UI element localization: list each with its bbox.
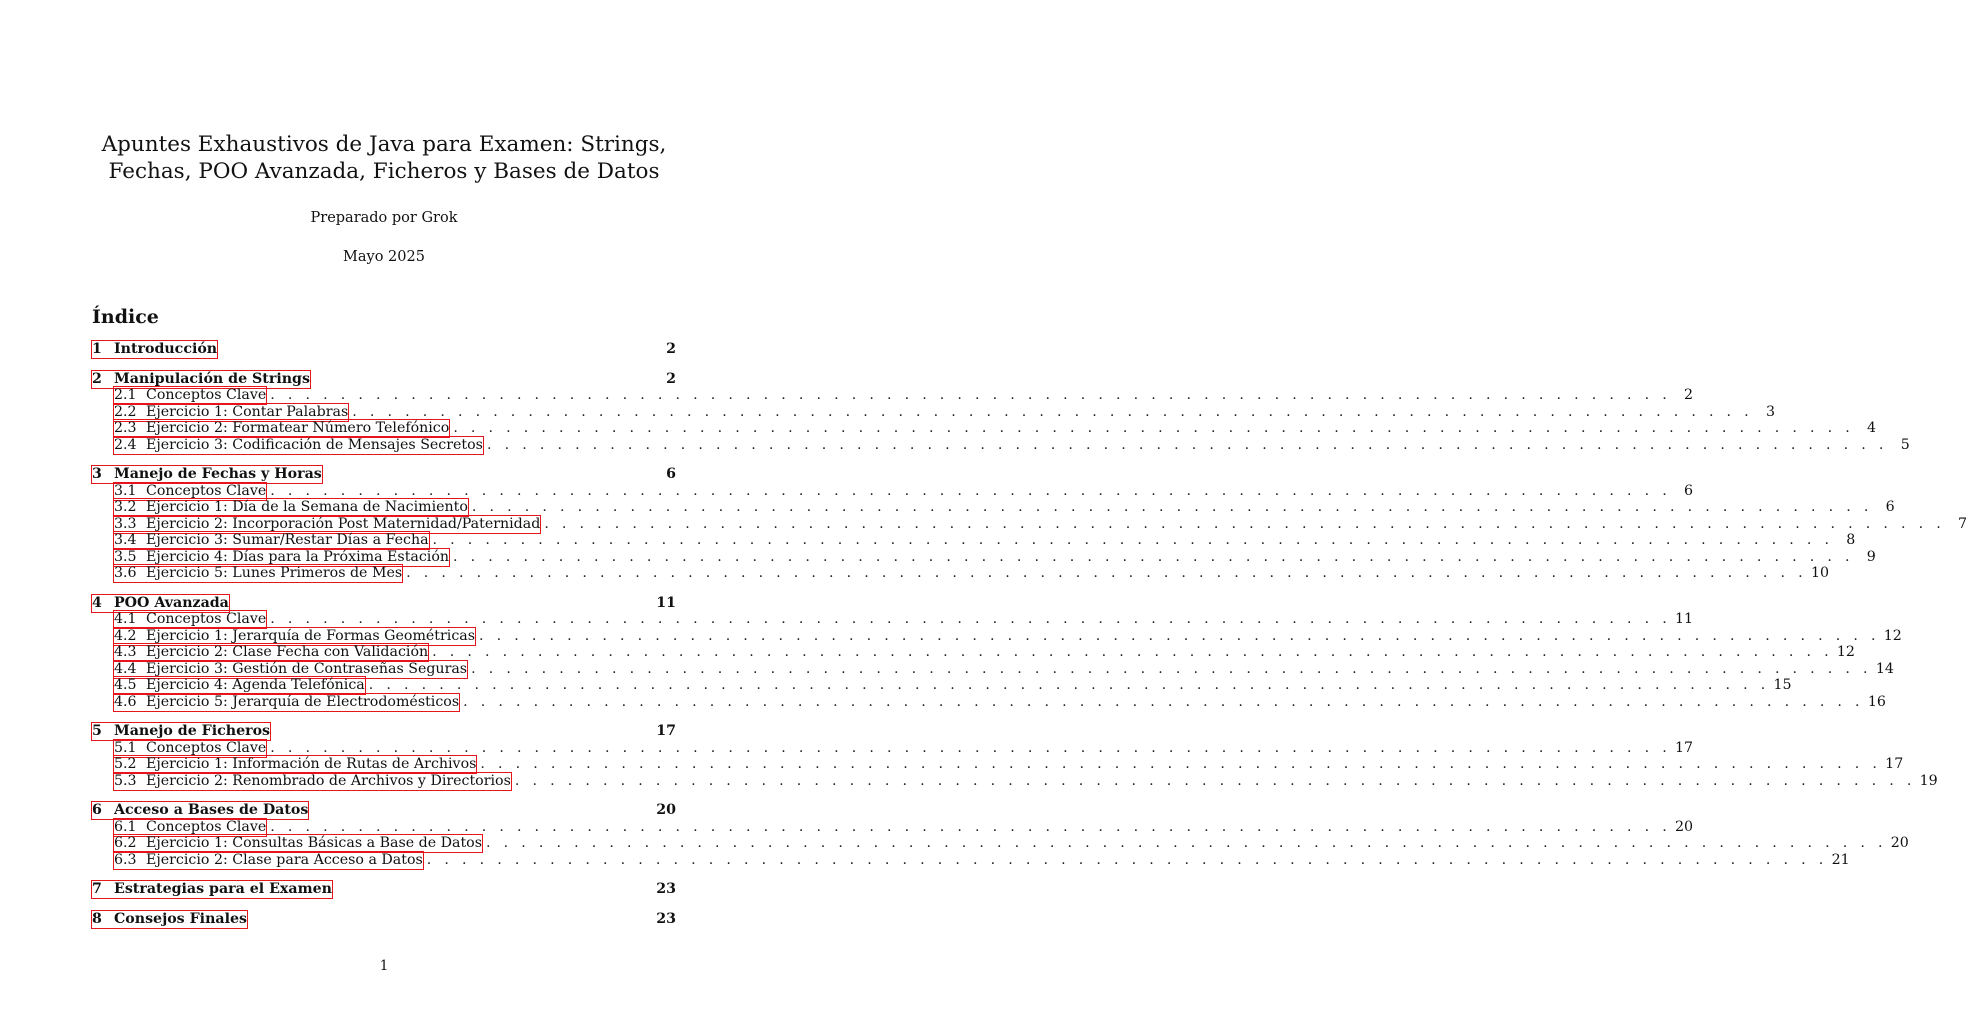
toc-entry-number: 3 <box>92 466 102 482</box>
toc-subsection-row <box>114 644 1855 661</box>
toc-entry-page: 20 <box>1675 818 1694 835</box>
toc-link-4-6[interactable] <box>114 694 459 711</box>
toc-subsection-row <box>114 739 1694 757</box>
toc-entry-title: Consejos Finales <box>114 910 247 927</box>
toc-entry-number: 8 <box>92 910 102 927</box>
toc-entry-title: Ejercicio 4: Días para la Próxima Estación <box>146 548 450 565</box>
toc-entry-page: 14 <box>1875 660 1894 677</box>
toc-section-row <box>92 723 676 740</box>
toc-entry-page: 4 <box>1867 420 1877 436</box>
toc-entry-title: Ejercicio 3: Sumar/Restar Días a Fecha <box>146 532 429 548</box>
toc-subsection-row <box>114 772 1938 790</box>
toc-dot-leader: . . . . . . . . . . . . . . . . . . . . . . . . . . . . . . . . . . . . . . . . . . . . . . . . . . . . . . . . . . . . . . . . . . . . . . . . . . . . . . . . <box>514 772 1916 789</box>
toc-entry-number: 7 <box>92 881 102 897</box>
toc-entry-page: 20 <box>656 802 676 818</box>
toc-dot-leader: . . . . . . . . . . . . . . . . . . . . . . . . . . . . . . . . . . . . . . . . . . . . . . . . . . . . . . . . . . . . . . . . . . . . . . . . . . . . . . . . <box>270 387 1672 403</box>
toc-subsection-row <box>114 835 1909 852</box>
toc-dot-leader: . . . . . . . . . . . . . . . . . . . . . . . . . . . . . . . . . . . . . . . . . . . . . . . . . . . . . . . . . . . . . . . . . . . . . . . . . . . . . . . . <box>270 818 1672 835</box>
toc-entry-page: 8 <box>1846 532 1856 548</box>
toc-entry-page: 2 <box>1684 387 1694 403</box>
document-title-line-1: Apuntes Exhaustivos de Java para Examen: Strings, <box>101 132 667 157</box>
toc-link-5-3[interactable] <box>114 773 511 790</box>
toc-subsection-row <box>114 818 1694 836</box>
toc-entry-page: 17 <box>1885 756 1904 772</box>
toc-entry-number: 1 <box>92 341 102 357</box>
toc-entry-title: Ejercicio 2: Clase para Acceso a Datos <box>146 851 423 868</box>
toc-link-3-3[interactable] <box>114 516 540 533</box>
toc-entry-page: 17 <box>656 723 676 739</box>
toc-link-4-2[interactable] <box>114 628 475 645</box>
toc-dot-leader: . . . . . . . . . . . . . . . . . . . . . . . . . . . . . . . . . . . . . . . . . . . . . . . . . . . . . . . . . . . . . . . . . . . . . . . . . . . . . . . . <box>270 611 1672 627</box>
toc-entry-page: 3 <box>1765 403 1775 420</box>
toc-entry-number: 2 <box>92 370 102 387</box>
toc-subsection-row <box>114 627 1902 645</box>
toc-entry-number: 2.2 <box>114 403 137 420</box>
toc-entry-page: 12 <box>1836 644 1855 660</box>
toc-link-3[interactable] <box>92 466 322 483</box>
toc-entry-number: 2.4 <box>114 436 137 453</box>
toc-entry-title: Acceso a Bases de Datos <box>114 802 309 818</box>
toc-entry-page: 2 <box>666 341 676 357</box>
page-number: 1 <box>379 958 389 974</box>
toc-subsection-row <box>114 532 1856 549</box>
document-date: Mayo 2025 <box>343 249 425 265</box>
toc-section-row <box>92 911 676 928</box>
toc-link-3-6[interactable] <box>114 565 402 582</box>
toc-entry-title: Manipulación de Strings <box>114 370 310 387</box>
toc-dot-leader: . . . . . . . . . . . . . . . . . . . . . . . . . . . . . . . . . . . . . . . . . . . . . . . . . . . . . . . . . . . . . . . . . . . . . . . . . . . . . . . . <box>471 660 1872 677</box>
toc-entry-page: 20 <box>1890 835 1909 851</box>
toc-dot-leader: . . . . . . . . . . . . . . . . . . . . . . . . . . . . . . . . . . . . . . . . . . . . . . . . . . . . . . . . . . . . . . . . . . . . . . . . . . . . . . . . <box>453 420 1855 436</box>
toc-subsection-row <box>114 756 1904 773</box>
toc-dot-leader: . . . . . . . . . . . . . . . . . . . . . . . . . . . . . . . . . . . . . . . . . . . . . . . . . . . . . . . . . . . . . . . . . . . . . . . . . . . . . . . . <box>270 739 1672 756</box>
toc-link-5[interactable] <box>92 723 270 740</box>
toc-entry-title: Introducción <box>114 341 218 357</box>
toc-link-4-4[interactable] <box>114 661 467 678</box>
toc-entry-number: 3.2 <box>114 499 137 515</box>
toc-section-row <box>92 341 676 358</box>
toc-entry-title: POO Avanzada <box>114 594 229 611</box>
toc-entry-page: 2 <box>666 370 676 387</box>
toc-subsection-row <box>114 482 1694 500</box>
toc-entry-page: 11 <box>1675 611 1694 627</box>
toc-subsection-row <box>114 660 1894 678</box>
toc-subsection-row <box>114 387 1694 404</box>
toc-subsection-row <box>114 403 1775 421</box>
toc-entry-title: Ejercicio 2: Renombrado de Archivos y Directorios <box>146 772 511 789</box>
toc-entry-title: Manejo de Ficheros <box>114 723 271 739</box>
toc-link-2[interactable] <box>92 371 310 388</box>
toc-dot-leader: . . . . . . . . . . . . . . . . . . . . . . . . . . . . . . . . . . . . . . . . . . . . . . . . . . . . . . . . . . . . . . . . . . . . . . . . . . . . . . . . <box>352 403 1753 420</box>
toc-subsection-row <box>114 436 1910 454</box>
toc-entry-number: 4.4 <box>114 660 137 677</box>
toc-link-6-3[interactable] <box>114 852 423 869</box>
toc-entry-title: Ejercicio 4: Agenda Telefónica <box>146 677 365 693</box>
toc-entry-number: 5.2 <box>114 756 137 772</box>
toc-subsection-row <box>114 499 1895 516</box>
toc-dot-leader: . . . . . . . . . . . . . . . . . . . . . . . . . . . . . . . . . . . . . . . . . . . . . . . . . . . . . . . . . . . . . . . . . . . . . . . . . . . . . . . . <box>432 644 1833 660</box>
toc-entry-title: Conceptos Clave <box>146 482 267 499</box>
toc-link-2-1[interactable] <box>114 387 266 404</box>
toc-entry-title: Ejercicio 1: Jerarquía de Formas Geométricas <box>146 627 476 644</box>
toc-entry-page: 15 <box>1773 677 1792 693</box>
toc-entry-title: Estrategias para el Examen <box>114 881 332 897</box>
toc-link-4-3[interactable] <box>114 644 428 661</box>
document-author: Preparado por Grok <box>310 210 458 226</box>
toc-entry-title: Conceptos Clave <box>146 739 267 756</box>
toc-entry-page: 6 <box>666 466 676 482</box>
toc-entry-title: Ejercicio 3: Gestión de Contraseñas Seguras <box>146 660 468 677</box>
toc-dot-leader: . . . . . . . . . . . . . . . . . . . . . . . . . . . . . . . . . . . . . . . . . . . . . . . . . . . . . . . . . . . . . . . . . . . . . . . . . . . . . . . . <box>471 499 1873 515</box>
toc-entry-number: 4 <box>92 594 102 611</box>
toc-link-3-1[interactable] <box>114 483 266 500</box>
toc-dot-leader: . . . . . . . . . . . . . . . . . . . . . . . . . . . . . . . . . . . . . . . . . . . . . . . . . . . . . . . . . . . . . . . . . . . . . . . . . . . . . . . . <box>270 482 1672 499</box>
toc-entry-title: Ejercicio 1: Contar Palabras <box>146 403 349 420</box>
toc-entry-number: 6.3 <box>114 851 137 868</box>
toc-entry-title: Manejo de Fechas y Horas <box>114 466 322 482</box>
toc-entry-number: 4.3 <box>114 644 137 660</box>
toc-link-2-2[interactable] <box>114 404 348 421</box>
toc-subsection-row <box>114 548 1876 566</box>
toc-subsection-row <box>114 677 1792 694</box>
toc-entry-page: 23 <box>656 910 676 927</box>
toc-link-2-3[interactable] <box>114 420 449 437</box>
toc-entry-number: 6.1 <box>114 818 137 835</box>
toc-entry-number: 6.2 <box>114 835 137 851</box>
toc-entry-title: Ejercicio 3: Codificación de Mensajes Secretos <box>146 436 483 453</box>
toc-link-3-2[interactable] <box>114 499 468 516</box>
toc-entry-number: 5 <box>92 723 102 739</box>
toc-dot-leader: . . . . . . . . . . . . . . . . . . . . . . . . . . . . . . . . . . . . . . . . . . . . . . . . . . . . . . . . . . . . . . . . . . . . . . . . . . . . . . . . <box>544 515 1946 532</box>
toc-entry-number: 3.3 <box>114 515 137 532</box>
toc-entry-number: 4.2 <box>114 627 137 644</box>
toc-dot-leader: . . . . . . . . . . . . . . . . . . . . . . . . . . . . . . . . . . . . . . . . . . . . . . . . . . . . . . . . . . . . . . . . . . . . . . . . . . . . . . . . <box>463 693 1864 710</box>
toc-entry-page: 6 <box>1885 499 1895 515</box>
toc-link-1[interactable] <box>92 341 217 358</box>
toc-entry-number: 3.5 <box>114 548 137 565</box>
toc-entry-page: 23 <box>656 881 676 897</box>
toc-entry-page: 16 <box>1867 693 1886 710</box>
toc-entry-number: 3.4 <box>114 532 137 548</box>
toc-dot-leader: . . . . . . . . . . . . . . . . . . . . . . . . . . . . . . . . . . . . . . . . . . . . . . . . . . . . . . . . . . . . . . . . . . . . . . . . . . . . . . . . <box>406 565 1807 581</box>
toc-link-2-4[interactable] <box>114 437 483 454</box>
toc-entry-page: 17 <box>1675 739 1694 756</box>
toc-entry-title: Ejercicio 1: Día de la Semana de Nacimiento <box>146 499 468 515</box>
toc-dot-leader: . . . . . . . . . . . . . . . . . . . . . . . . . . . . . . . . . . . . . . . . . . . . . . . . . . . . . . . . . . . . . . . . . . . . . . . . . . . . . . . . <box>368 677 1770 693</box>
toc-link-8[interactable] <box>92 911 247 928</box>
toc-entry-page: 12 <box>1883 627 1902 644</box>
toc-section-row <box>92 595 676 612</box>
toc-link-6[interactable] <box>92 802 308 819</box>
document-title-line-2: Fechas, POO Avanzada, Ficheros y Bases de Datos <box>108 159 660 184</box>
toc-entry-page: 6 <box>1684 482 1694 499</box>
toc-entry-title: Conceptos Clave <box>146 818 267 835</box>
toc-entry-page: 5 <box>1900 436 1910 453</box>
toc-section-row <box>92 802 676 819</box>
toc-link-4-5[interactable] <box>114 677 365 694</box>
toc-subsection-row <box>114 565 1829 582</box>
toc-entry-page: 21 <box>1831 851 1850 868</box>
toc-entry-number: 2.3 <box>114 420 137 436</box>
toc-heading: Índice <box>92 306 159 328</box>
toc-link-4[interactable] <box>92 595 229 612</box>
toc-subsection-row <box>114 851 1850 869</box>
toc-link-4-1[interactable] <box>114 611 266 628</box>
toc-section-row <box>92 466 676 483</box>
toc-entry-title: Ejercicio 2: Incorporación Post Maternidad/Paternidad <box>146 515 541 532</box>
toc-entry-number: 4.1 <box>114 611 137 627</box>
toc-link-5-2[interactable] <box>114 756 476 773</box>
toc-entry-title: Conceptos Clave <box>146 611 267 627</box>
toc-dot-leader: . . . . . . . . . . . . . . . . . . . . . . . . . . . . . . . . . . . . . . . . . . . . . . . . . . . . . . . . . . . . . . . . . . . . . . . . . . . . . . . . <box>480 756 1882 772</box>
toc-subsection-row <box>114 515 1967 533</box>
toc-entry-number: 2.1 <box>114 387 137 403</box>
toc-dot-leader: . . . . . . . . . . . . . . . . . . . . . . . . . . . . . . . . . . . . . . . . . . . . . . . . . . . . . . . . . . . . . . . . . . . . . . . . . . . . . . . . <box>432 532 1834 548</box>
toc-entry-number: 4.5 <box>114 677 137 693</box>
document-title <box>0 131 768 185</box>
toc-entry-title: Ejercicio 2: Clase Fecha con Validación <box>146 644 429 660</box>
toc-dot-leader: . . . . . . . . . . . . . . . . . . . . . . . . . . . . . . . . . . . . . . . . . . . . . . . . . . . . . . . . . . . . . . . . . . . . . . . . . . . . . . . . <box>486 835 1887 851</box>
toc-dot-leader: . . . . . . . . . . . . . . . . . . . . . . . . . . . . . . . . . . . . . . . . . . . . . . . . . . . . . . . . . . . . . . . . . . . . . . . . . . . . . . . . <box>426 851 1828 868</box>
toc-entry-page: 9 <box>1866 548 1876 565</box>
toc-entry-page: 10 <box>1810 565 1829 581</box>
toc-entry-number: 3.1 <box>114 482 137 499</box>
toc-section-row <box>92 881 676 898</box>
toc-dot-leader: . . . . . . . . . . . . . . . . . . . . . . . . . . . . . . . . . . . . . . . . . . . . . . . . . . . . . . . . . . . . . . . . . . . . . . . . . . . . . . . . <box>453 548 1854 565</box>
toc-entry-page: 19 <box>1919 772 1938 789</box>
toc-entry-number: 4.6 <box>114 693 137 710</box>
toc-link-3-4[interactable] <box>114 532 429 549</box>
toc-section-row <box>92 371 676 388</box>
toc-link-5-1[interactable] <box>114 740 266 757</box>
toc-link-6-1[interactable] <box>114 819 266 836</box>
toc-entry-number: 5.3 <box>114 772 137 789</box>
toc-entry-title: Ejercicio 5: Jerarquía de Electrodomésticos <box>146 693 460 710</box>
toc-subsection-row <box>114 693 1886 711</box>
toc-link-7[interactable] <box>92 881 332 898</box>
toc-entry-title: Ejercicio 5: Lunes Primeros de Mes <box>146 565 403 581</box>
toc-entry-title: Conceptos Clave <box>146 387 267 403</box>
toc-entry-page: 11 <box>656 594 676 611</box>
toc-entry-number: 6 <box>92 802 102 818</box>
toc-entry-title: Ejercicio 1: Consultas Básicas a Base de Datos <box>146 835 482 851</box>
toc-entry-title: Ejercicio 2: Formatear Número Telefónico <box>146 420 450 436</box>
toc-entry-number: 5.1 <box>114 739 137 756</box>
toc-entry-number: 3.6 <box>114 565 137 581</box>
toc-subsection-row <box>114 611 1694 628</box>
toc-entry-title: Ejercicio 1: Información de Rutas de Archivos <box>146 756 477 772</box>
toc-entry-page: 7 <box>1958 515 1967 532</box>
toc-link-6-2[interactable] <box>114 835 482 852</box>
toc-link-3-5[interactable] <box>114 549 449 566</box>
toc-subsection-row <box>114 420 1877 437</box>
toc-dot-leader: . . . . . . . . . . . . . . . . . . . . . . . . . . . . . . . . . . . . . . . . . . . . . . . . . . . . . . . . . . . . . . . . . . . . . . . . . . . . . . . . <box>486 436 1888 453</box>
toc-dot-leader: . . . . . . . . . . . . . . . . . . . . . . . . . . . . . . . . . . . . . . . . . . . . . . . . . . . . . . . . . . . . . . . . . . . . . . . . . . . . . . . . <box>479 627 1880 644</box>
